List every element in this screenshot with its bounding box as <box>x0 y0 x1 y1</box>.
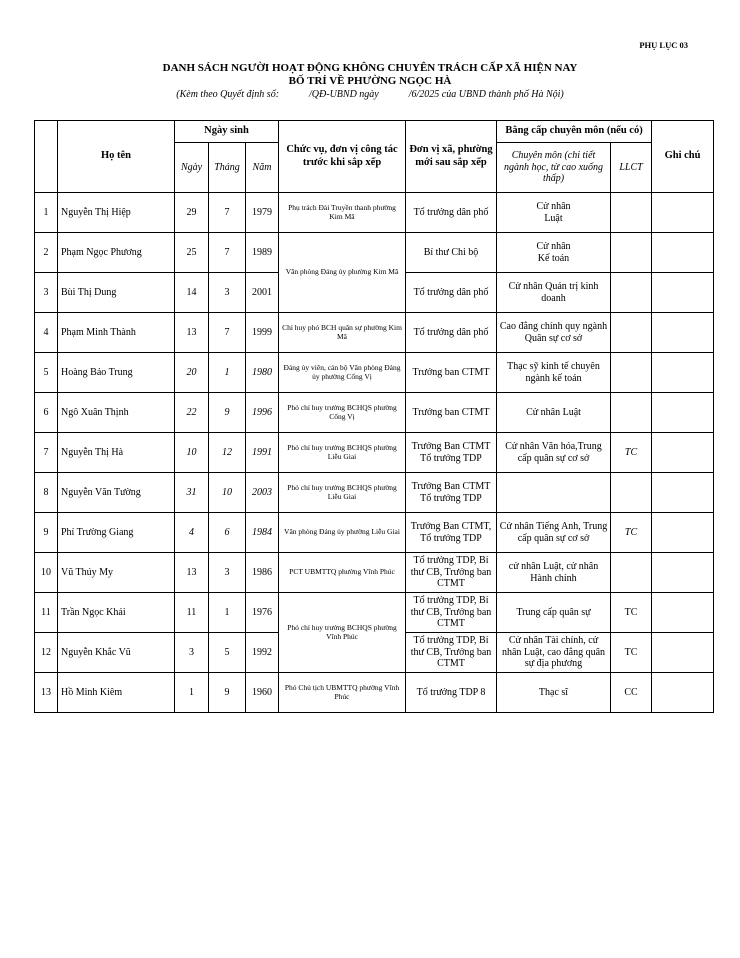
row-llct <box>611 273 652 313</box>
row-day: 4 <box>175 513 209 553</box>
row-specialty <box>497 473 611 513</box>
row-name: Phí Trường Giang <box>58 513 175 553</box>
row-position: Phó chỉ huy trưởng BCHQS phường Liễu Giai <box>279 473 406 513</box>
row-month: 1 <box>209 593 246 633</box>
row-number: 1 <box>35 193 58 233</box>
row-month: 7 <box>209 233 246 273</box>
row-llct <box>611 473 652 513</box>
row-llct: TC <box>611 513 652 553</box>
row-position: Phó Chủ tịch UBMTTQ phường Vĩnh Phúc <box>279 673 406 713</box>
row-month: 3 <box>209 273 246 313</box>
row-year: 1960 <box>246 673 279 713</box>
row-specialty: Cử nhân Văn hóa,Trung cấp quân sự cơ sở <box>497 433 611 473</box>
row-month: 1 <box>209 353 246 393</box>
row-year: 1984 <box>246 513 279 553</box>
row-year: 2003 <box>246 473 279 513</box>
table-row <box>35 353 714 393</box>
row-note <box>652 673 714 713</box>
header-llct: LLCT <box>611 143 652 193</box>
row-number: 11 <box>35 593 58 633</box>
row-year: 1986 <box>246 553 279 593</box>
table-row <box>35 473 714 513</box>
table-row <box>35 193 714 233</box>
header-day: Ngày <box>175 143 209 193</box>
row-position: PCT UBMTTQ phường Vĩnh Phúc <box>279 553 406 593</box>
row-unit: Tổ trưởng TDP, Bí thư CB, Trưởng ban CTMT <box>406 633 497 673</box>
header-note: Ghi chú <box>652 121 714 193</box>
row-note <box>652 273 714 313</box>
row-llct: TC <box>611 633 652 673</box>
row-unit: Trưởng Ban CTMT Tổ trưởng TDP <box>406 473 497 513</box>
table-row <box>35 673 714 713</box>
row-day: 1 <box>175 673 209 713</box>
header-unit: Đơn vị xã, phường mới sau sắp xếp <box>406 121 497 193</box>
row-llct <box>611 313 652 353</box>
header-month: Tháng <box>209 143 246 193</box>
row-unit: Tổ trưởng dân phố <box>406 313 497 353</box>
staff-table <box>34 120 714 713</box>
row-specialty: Cử nhân Kế toán <box>497 233 611 273</box>
header-qualification: Bằng cấp chuyên môn (nếu có) <box>497 121 652 143</box>
row-note <box>652 633 714 673</box>
table-row <box>35 553 714 593</box>
row-number: 8 <box>35 473 58 513</box>
row-note <box>652 353 714 393</box>
row-name: Hồ Minh Kiêm <box>58 673 175 713</box>
row-day: 20 <box>175 353 209 393</box>
row-note <box>652 513 714 553</box>
row-number: 4 <box>35 313 58 353</box>
row-name: Nguyễn Thị Hiệp <box>58 193 175 233</box>
row-number: 10 <box>35 553 58 593</box>
row-specialty: Cử nhân Luật <box>497 393 611 433</box>
table-row <box>35 233 714 273</box>
row-note <box>652 233 714 273</box>
row-name: Phạm Minh Thành <box>58 313 175 353</box>
row-llct: CC <box>611 673 652 713</box>
row-year: 1992 <box>246 633 279 673</box>
row-name: Hoàng Bảo Trung <box>58 353 175 393</box>
row-month: 9 <box>209 393 246 433</box>
table-row <box>35 593 714 633</box>
row-position: Đảng ủy viên, cán bộ Văn phòng Đảng ủy phường Cống Vị <box>279 353 406 393</box>
header-year: Năm <box>246 143 279 193</box>
row-specialty: Cử nhân Quản trị kinh doanh <box>497 273 611 313</box>
row-name: Nguyễn Khắc Vũ <box>58 633 175 673</box>
header-no <box>35 121 58 193</box>
row-year: 1976 <box>246 593 279 633</box>
row-specialty: Thạc sỹ kinh tế chuyên ngành kế toán <box>497 353 611 393</box>
row-number: 12 <box>35 633 58 673</box>
row-note <box>652 193 714 233</box>
row-number: 6 <box>35 393 58 433</box>
table-row <box>35 313 714 353</box>
row-position: Phó chỉ huy trưởng BCHQS phường Liễu Giai <box>279 433 406 473</box>
row-number: 2 <box>35 233 58 273</box>
row-position: Văn phòng Đảng ủy phường Kim Mã <box>279 233 406 313</box>
table-row <box>35 513 714 553</box>
row-day: 13 <box>175 313 209 353</box>
header-dob: Ngày sinh <box>175 121 279 143</box>
row-unit: Tổ trưởng TDP, Bí thư CB, Trưởng ban CTMT <box>406 553 497 593</box>
row-day: 29 <box>175 193 209 233</box>
row-note <box>652 553 714 593</box>
row-month: 12 <box>209 433 246 473</box>
row-number: 9 <box>35 513 58 553</box>
row-specialty: Trung cấp quân sự <box>497 593 611 633</box>
row-month: 7 <box>209 313 246 353</box>
row-day: 3 <box>175 633 209 673</box>
row-note <box>652 313 714 353</box>
row-unit: Tổ trưởng dân phố <box>406 273 497 313</box>
row-day: 13 <box>175 553 209 593</box>
decision-reference: (Kèm theo Quyết định số: /QĐ-UBND ngày /6/2025 của UBND thành phố Hà Nội) <box>176 89 564 100</box>
row-specialty: Thạc sĩ <box>497 673 611 713</box>
row-day: 11 <box>175 593 209 633</box>
row-day: 10 <box>175 433 209 473</box>
row-position: Phụ trách Đài Truyền thanh phường Kim Mã <box>279 193 406 233</box>
row-unit: Bí thư Chi bộ <box>406 233 497 273</box>
row-specialty: Cử nhân Tài chính, cử nhân Luật, cao đẳng quân sự địa phương <box>497 633 611 673</box>
row-unit: Trưởng Ban CTMT Tổ trưởng TDP <box>406 433 497 473</box>
table-row <box>35 433 714 473</box>
row-number: 3 <box>35 273 58 313</box>
row-unit: Tổ trưởng TDP 8 <box>406 673 497 713</box>
row-month: 3 <box>209 553 246 593</box>
row-day: 31 <box>175 473 209 513</box>
header-name: Họ tên <box>58 121 175 193</box>
row-specialty: Cao đẳng chính quy ngành Quân sự cơ sở <box>497 313 611 353</box>
row-unit: Trưởng ban CTMT <box>406 353 497 393</box>
row-llct <box>611 193 652 233</box>
row-year: 1999 <box>246 313 279 353</box>
row-name: Bùi Thị Dung <box>58 273 175 313</box>
row-day: 14 <box>175 273 209 313</box>
header-position: Chức vụ, đơn vị công tác trước khi sắp xếp <box>279 121 406 193</box>
row-note <box>652 433 714 473</box>
row-day: 25 <box>175 233 209 273</box>
row-llct: TC <box>611 593 652 633</box>
row-unit: Trưởng ban CTMT <box>406 393 497 433</box>
row-year: 1991 <box>246 433 279 473</box>
row-llct <box>611 553 652 593</box>
row-year: 1979 <box>246 193 279 233</box>
row-month: 6 <box>209 513 246 553</box>
row-unit: Tổ trưởng TDP, Bí thư CB, Trưởng ban CTMT <box>406 593 497 633</box>
row-position: Phó chỉ huy trưởng BCHQS phường Cống Vị <box>279 393 406 433</box>
row-year: 2001 <box>246 273 279 313</box>
row-position: Phó chỉ huy trưởng BCHQS phường Vĩnh Phúc <box>279 593 406 673</box>
row-number: 13 <box>35 673 58 713</box>
row-note <box>652 593 714 633</box>
row-month: 9 <box>209 673 246 713</box>
row-name: Ngô Xuân Thịnh <box>58 393 175 433</box>
row-month: 5 <box>209 633 246 673</box>
row-year: 1989 <box>246 233 279 273</box>
row-name: Nguyễn Văn Tường <box>58 473 175 513</box>
row-llct <box>611 353 652 393</box>
row-year: 1980 <box>246 353 279 393</box>
row-note <box>652 393 714 433</box>
row-llct: TC <box>611 433 652 473</box>
row-specialty: Cử nhân Luật <box>497 193 611 233</box>
row-llct <box>611 233 652 273</box>
row-specialty: Cử nhân Tiếng Anh, Trung cấp quân sự cơ sở <box>497 513 611 553</box>
row-day: 22 <box>175 393 209 433</box>
row-number: 5 <box>35 353 58 393</box>
row-month: 10 <box>209 473 246 513</box>
row-name: Nguyễn Thị Hà <box>58 433 175 473</box>
row-name: Trần Ngọc Khải <box>58 593 175 633</box>
table-row <box>35 393 714 433</box>
row-specialty: cử nhân Luật, cử nhân Hành chính <box>497 553 611 593</box>
row-number: 7 <box>35 433 58 473</box>
row-note <box>652 473 714 513</box>
row-year: 1996 <box>246 393 279 433</box>
row-month: 7 <box>209 193 246 233</box>
row-llct <box>611 393 652 433</box>
document-title: DANH SÁCH NGƯỜI HOẠT ĐỘNG KHÔNG CHUYÊN TRÁCH CẤP XÃ HIỆN NAY <box>162 62 578 74</box>
header-specialty: Chuyên môn (chi tiết ngành học, từ cao xuống thấp) <box>497 143 611 193</box>
row-unit: Trưởng Ban CTMT, Tổ trưởng TDP <box>406 513 497 553</box>
row-position: Chỉ huy phó BCH quân sự phường Kim Mã <box>279 313 406 353</box>
row-unit: Tổ trưởng dân phố <box>406 193 497 233</box>
row-name: Vũ Thúy My <box>58 553 175 593</box>
row-name: Phạm Ngọc Phương <box>58 233 175 273</box>
document-subtitle-ward: BỐ TRÍ VỀ PHƯỜNG NGỌC HÀ <box>288 75 452 87</box>
appendix-label: PHỤ LỤC 03 <box>639 40 688 50</box>
row-position: Văn phòng Đảng ủy phường Liễu Giai <box>279 513 406 553</box>
